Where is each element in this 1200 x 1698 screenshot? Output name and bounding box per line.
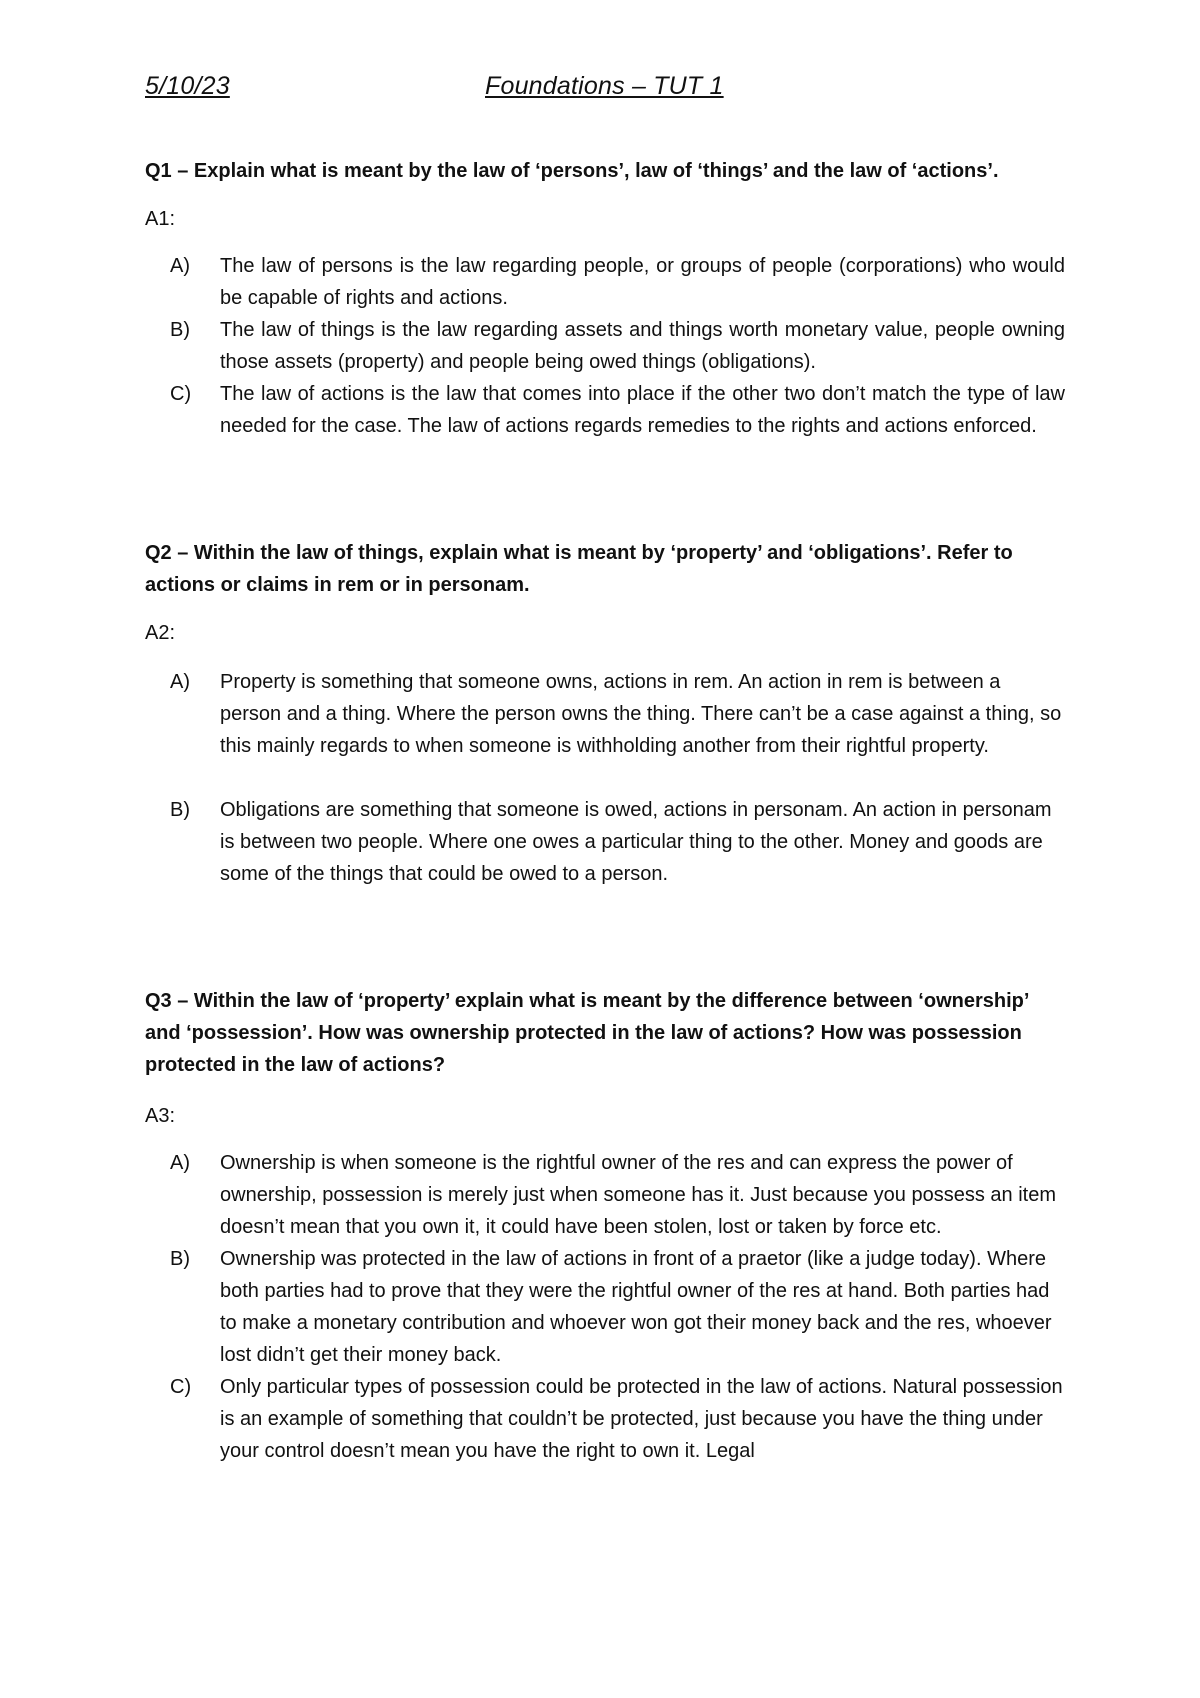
answer-label-1: A1:	[145, 208, 176, 230]
list-item-text: Ownership was protected in the law of actions in front of a praetor (like a judge today). Where both parties had to prove that they were the rightful owner of the res at hand. Both parties had to make a monetary contribution and whoever won got their money back and the res, whoever lost didn’t get their money back.	[220, 1248, 1052, 1366]
list-marker: A)	[170, 1152, 190, 1174]
list-marker: B)	[170, 319, 190, 341]
list-item	[170, 1147, 1065, 1243]
list-item-text: Obligations are something that someone is owed, actions in personam. An action in personam is between two people. Where one owes a particular thing to the other. Money and goods are some of the things that could be owed to a person.	[220, 799, 1052, 885]
list-item	[170, 1371, 1065, 1467]
answer-list-1	[170, 250, 1065, 442]
answer-list-3	[170, 1147, 1065, 1467]
list-item	[170, 666, 1065, 762]
list-item	[170, 250, 1065, 314]
list-item	[170, 794, 1065, 890]
list-item	[170, 1243, 1065, 1371]
list-marker: B)	[170, 799, 190, 821]
list-item-text: The law of things is the law regarding assets and things worth monetary value, people owning those assets (property) and people being owed things (obligations).	[220, 319, 1065, 373]
header-date: 5/10/23	[145, 72, 230, 100]
list-item-text: Ownership is when someone is the rightful owner of the res and can express the power of ownership, possession is merely just when someone has it. Just because you possess an item doesn’t mean that you own it, it could have been stolen, lost or taken by force etc.	[220, 1152, 1056, 1238]
list-item-text: Only particular types of possession could be protected in the law of actions. Natural possession is an example of something that couldn’t be protected, just because you have the thing under your control doesn’t mean you have the right to own it. Legal	[220, 1376, 1063, 1462]
list-marker: B)	[170, 1248, 190, 1270]
answer-label-3: A3:	[145, 1105, 176, 1127]
list-marker: A)	[170, 671, 190, 693]
list-marker: C)	[170, 383, 192, 405]
list-marker: A)	[170, 255, 190, 277]
list-item-text: Property is something that someone owns, actions in rem. An action in rem is between a person and a thing. Where the person owns the thing. There can’t be a case against a thing, so this mainly regards to when someone is withholding another from their rightful property.	[220, 671, 1062, 757]
answer-list-2	[170, 666, 1065, 890]
question-1: Q1 – Explain what is meant by the law of ‘persons’, law of ‘things’ and the law of ‘actions’.	[145, 160, 999, 182]
list-item-text: The law of persons is the law regarding people, or groups of people (corporations) who would be capable of rights and actions.	[220, 255, 1065, 309]
list-marker: C)	[170, 1376, 192, 1398]
header-title: Foundations – TUT 1	[485, 72, 724, 100]
list-item-text: The law of actions is the law that comes into place if the other two don’t match the type of law needed for the case. The law of actions regards remedies to the rights and actions enforced.	[220, 383, 1065, 437]
answer-label-2: A2:	[145, 622, 176, 644]
question-2: Q2 – Within the law of things, explain what is meant by ‘property’ and ‘obligations’. Refer to actions or claims in rem or in personam.	[145, 542, 1013, 596]
list-item	[170, 314, 1065, 378]
list-item	[170, 378, 1065, 442]
question-3: Q3 – Within the law of ‘property’ explain what is meant by the difference between ‘ownership’ and ‘possession’. How was ownership protected in the law of actions? How was possession protected in the law of actions?	[145, 990, 1029, 1076]
